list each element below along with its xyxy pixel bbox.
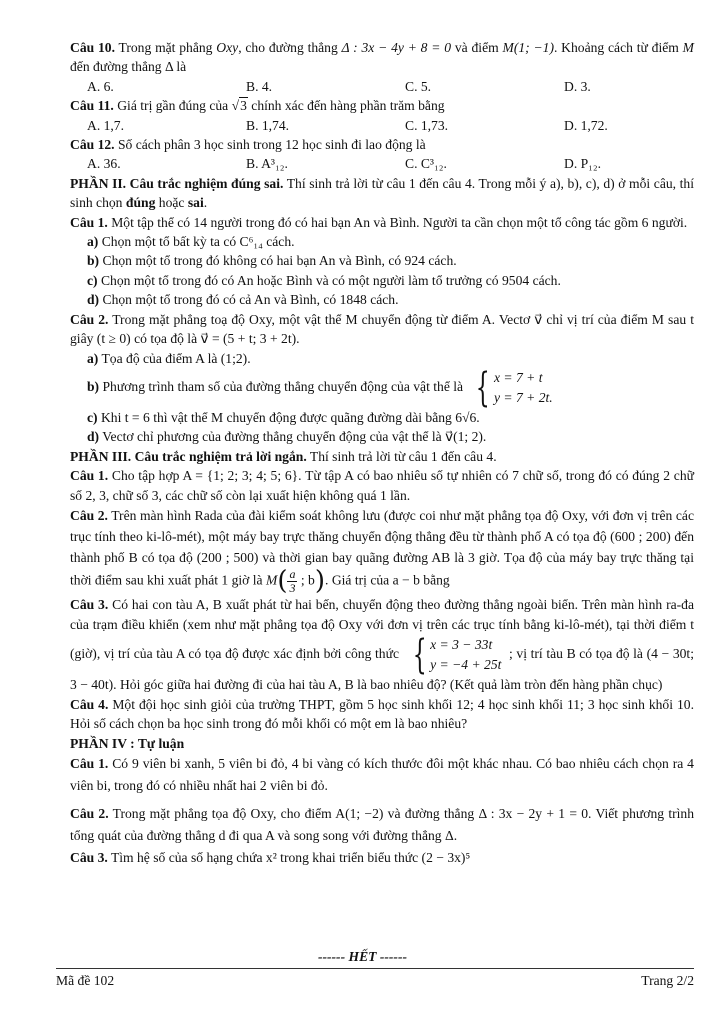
part-4-question-1: Câu 1. Có 9 viên bi xanh, 5 viên bi đỏ, 4 bi vàng có kích thước đôi một khác nhau. Có bao nhiêu cách chọn ra 4 viên bi, trong đó có nhiều nhất hai 2 viên bi đỏ. [70,756,694,794]
statement-c: c) Chọn một tổ trong đó có An hoặc Bình và có một người làm tổ trưởng có 9504 cách. [87,272,561,288]
option-c[interactable]: C. 5. [405,78,432,94]
part-3-heading: PHẦN III. Câu trắc nghiệm trả lời ngắn. Thí sinh trả lời từ câu 1 đến câu 4. [70,448,497,464]
exam-code: Mã đề 102 [56,973,115,988]
part-4-question-2: Câu 2. Trong mặt phẳng tọa độ Oxy, cho điểm A(1; −2) và đường thẳng Δ : 3x − 2y + 1 = 0. Viết phương trình tổng quát của đường thẳng d đi qua A và song song với đường thẳng Δ. [70,806,694,844]
page-number: Trang 2/2 [641,973,694,988]
sqrt-value: 3 [240,98,247,114]
question-10-options [70,77,694,96]
option-c[interactable]: C. 1,73. [405,117,449,133]
statement-a: a) Tọa độ của điểm A là (1;2). [87,350,251,366]
part-2-question-1: Câu 1. Một tập thể có 14 người trong đó có hai bạn An và Bình. Người ta cần chọn một tổ công tác gồm 6 người. [70,214,688,230]
statement-c: c) Khi t = 6 thì vật thể M chuyển động được quãng đường dài bằng 6√6. [87,409,480,425]
statement-d: d) Chọn một tổ trong đó có cả An và Bình, có 1848 cách. [87,292,399,308]
parametric-system: { x = 7 + t y = 7 + 2t. [476,364,553,411]
option-d[interactable]: D. 1,72. [564,117,608,133]
question-12: Câu 12. Số cách phân 3 học sinh trong 12 học sinh đi lao động là [70,137,426,153]
question-11: Câu 11. Giá trị gần đúng của √3 chính xác đến hàng phần trăm bằng [70,98,445,114]
part-2-heading: PHẦN II. Câu trắc nghiệm đúng sai. Thí sinh trả lời từ câu 1 đến câu 4. Trong mỗi ý a), b), c), d) ở mỗi câu, thí sinh chọn đúng hoặc sai. [70,175,694,211]
option-a[interactable]: A. 36. [87,156,121,172]
statement-b: b) Phương trình tham số của đường thẳng chuyển động của vật thể là { x = 7 + t y = 7 + 2t. [87,364,553,411]
option-d[interactable]: D. P₁₂. [564,156,602,172]
question-12-options [70,154,694,173]
part-3-question-4: Câu 4. Một đội học sinh giỏi của trường THPT, gồm 5 học sinh khối 12; 4 học sinh khối 11; 3 học sinh khối 10. Hỏi số cách chọn ba học sinh trong đó mỗi khối có một em là bao nhiêu? [70,696,694,732]
exam-page [70,38,694,869]
part-2-question-2: Câu 2. Trong mặt phẳng toạ độ Oxy, một vật thể M chuyển động từ điểm A. Vectơ v⃗ chỉ vị trí của điểm M sau t giây (t ≥ 0) có tọa độ là v⃗ = (5 + t; 3 + 2t). [70,311,694,347]
fraction-a-over-3: $\frac{a}{3}$ [289,566,296,595]
question-10: Câu 10. Trong mặt phẳng Oxy, cho đường thẳng Δ : 3x − 4y + 8 = 0 và điểm M(1; −1). Khoảng cách từ điểm M đến đường thẳng Δ là [70,40,694,75]
ship-a-system: { x = 3 − 33t y = −4 + 25t [412,631,502,678]
footer-divider [56,968,694,969]
question-11-options [70,116,694,135]
option-a[interactable]: A. 1,7. [87,117,125,133]
option-b[interactable]: B. A³₁₂. [246,156,288,172]
end-mark: ------ HẾT ------ [317,949,408,964]
part-3-question-2: Câu 2. Trên màn hình Rada của đài kiểm soát không lưu (được coi như mặt phẳng tọa độ Oxy, với đơn vị trên các trục tính theo ki-lô-mét), một máy bay trực thăng chuyển động thẳng đều từ thành phố A có tọa độ (600 ; 200) đến thành phố B có tọa độ (200 ; 500) và thời gian bay quãng đường AB là 3 giờ. Tọa độ của máy bay trực thăng tại thời điểm sau khi xuất phát 1 giờ là M( $\frac{a}{3}$ ; b). Giá trị của a − b bằng [70,507,694,596]
option-b[interactable]: B. 1,74. [246,117,290,133]
statement-b: b) Chọn một tổ trong đó không có hai bạn An và Bình, có 924 cách. [87,253,457,269]
part-4-question-3: Câu 3. Tìm hệ số của số hạng chứa x² trong khai triển biểu thức (2 − 3x)⁵ [70,850,471,866]
statement-a: a) Chọn một tổ bất kỳ ta có C⁶₁₄ cách. [87,234,295,250]
option-b[interactable]: B. 4. [246,78,273,94]
part-3-question-1: Câu 1. Cho tập hợp A = {1; 2; 3; 4; 5; 6}. Từ tập A có bao nhiêu số tự nhiên có 7 chữ số, trong đó có đúng 2 chữ số 2, 3, chữ số 3, các chữ số còn lại xuất hiện không quá 1 lần. [70,468,694,503]
option-a[interactable]: A. 6. [87,78,114,94]
option-d[interactable]: D. 3. [564,78,591,94]
option-c[interactable]: C. C³₁₂. [405,156,447,172]
statement-d: d) Vectơ chỉ phương của đường thẳng chuyển động của vật thể là v⃗(1; 2). [87,429,487,445]
part-4-heading: PHẦN IV : Tự luận [70,735,185,751]
part-3-question-3: Câu 3. Có hai con tàu A, B xuất phát từ hai bến, chuyển động theo đường thẳng ngoài biển. Trên màn hình ra-đa của trạm điều khiển (xem như mặt phẳng tọa độ Oxy với đơn vị trên các trục tính bằng ki-lô-mét), tại thời điểm t (giờ), vị trí của tàu A có tọa độ được xác định bởi công thức { x = 3 − 33t y = −4 + 25t ; vị trí tàu B có tọa độ là (4 − 30t; 3 − 40t). Hỏi góc giữa hai đường đi của hai tàu A, B là bao nhiêu độ? (Kết quả làm tròn đến hàng phần chục) [70,596,694,692]
